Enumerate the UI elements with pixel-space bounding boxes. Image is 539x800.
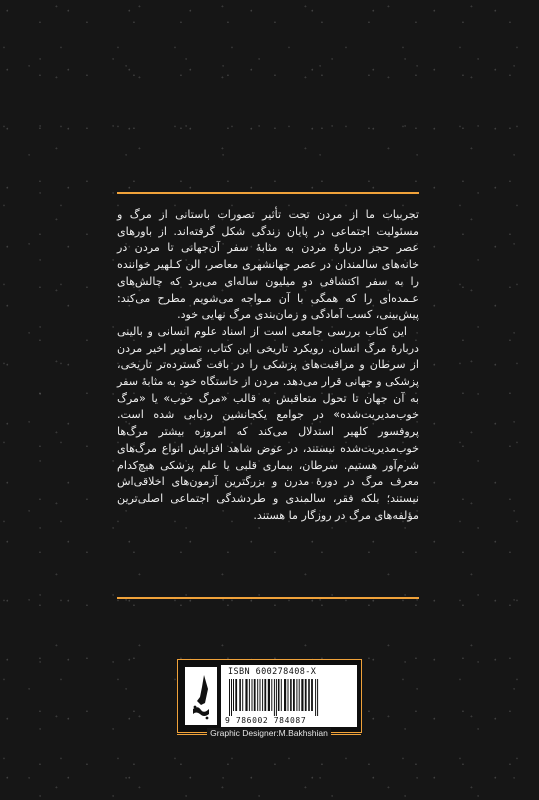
blurb-paragraph-1: تجربیات ما از مردن تحت تأثیر تصورات باستانی از مرگ و مسئولیت اجتماعی در پایان زندگی شکل گرفته‌اند. از باورهای عصر حجر دربارهٔ مردن به مثابهٔ سفر آن‌جهانی تا مردن در خانه‌های سالمندان در عصر جهانشهری معاصر، الن کـلهیر خواننده را به سفر اکتشافی دو میلیون ساله‌ای می‌برد که چالش‌های عـمده‌ای را که همگی با آن مـواجه می‌شویم مطرح می‌کند: پیش‌بینی، کسب آمادگی و زمان‌بندی مرگ نهایی خود. <box>117 208 419 322</box>
barcode-panel <box>221 665 357 727</box>
footer-frame <box>177 659 362 733</box>
isbn-number: ISBN 600278408-X <box>228 667 317 677</box>
designer-credit <box>177 727 361 740</box>
bottom-orange-rule <box>117 597 419 599</box>
isbn-footer <box>177 659 362 737</box>
barcode <box>229 679 350 716</box>
back-cover-blurb <box>117 207 419 524</box>
blurb-paragraph-2: این کتاب بررسی جامعی است از اسناد علوم انسانی و بالینی دربارهٔ مرگ انسان. رویکرد تاریخی این کتاب، تصاویر اخیر مردن از سرطان و مراقبت‌های پزشکی را در بافت گسترده‌تر تاریخی، پزشکی و جهانی قرار می‌دهد. مردن از خاستگاه خود به مثابهٔ سفر به آن جهان تا تحول متعاقبش به قالب «مرگ خوب» یا «مرگ خوب‌مدیریت‌شده» در جوامع یکجانشین ردیابی شده است. پروفسور کلهیر استدلال می‌کند که امروزه بیشتر مرگ‌ها خوب‌مدیریت‌شده نیستند، در عوض شاهد افزایش انواع مرگ‌های شرم‌آور هستیم. سرطان، بیماری قلبی یا علم پزشکی هیچ‌کدام معرف مرگ در دورهٔ مدرن و بزرگترین آزمون‌های اخلاقی‌اش نیستند؛ بلکه فقر، سالمندی و طردشدگی اجتماعی اصلی‌ترین مؤلفه‌های مرگ در روزگار ما هستند. <box>117 324 419 522</box>
publisher-logo <box>185 667 217 725</box>
barcode-digits: 9 786002 784087 <box>225 716 307 725</box>
designer-credit-text: Graphic Designer:M.Bakhshian <box>207 728 331 738</box>
publisher-logo-mark <box>185 667 217 725</box>
top-orange-rule <box>117 192 419 194</box>
